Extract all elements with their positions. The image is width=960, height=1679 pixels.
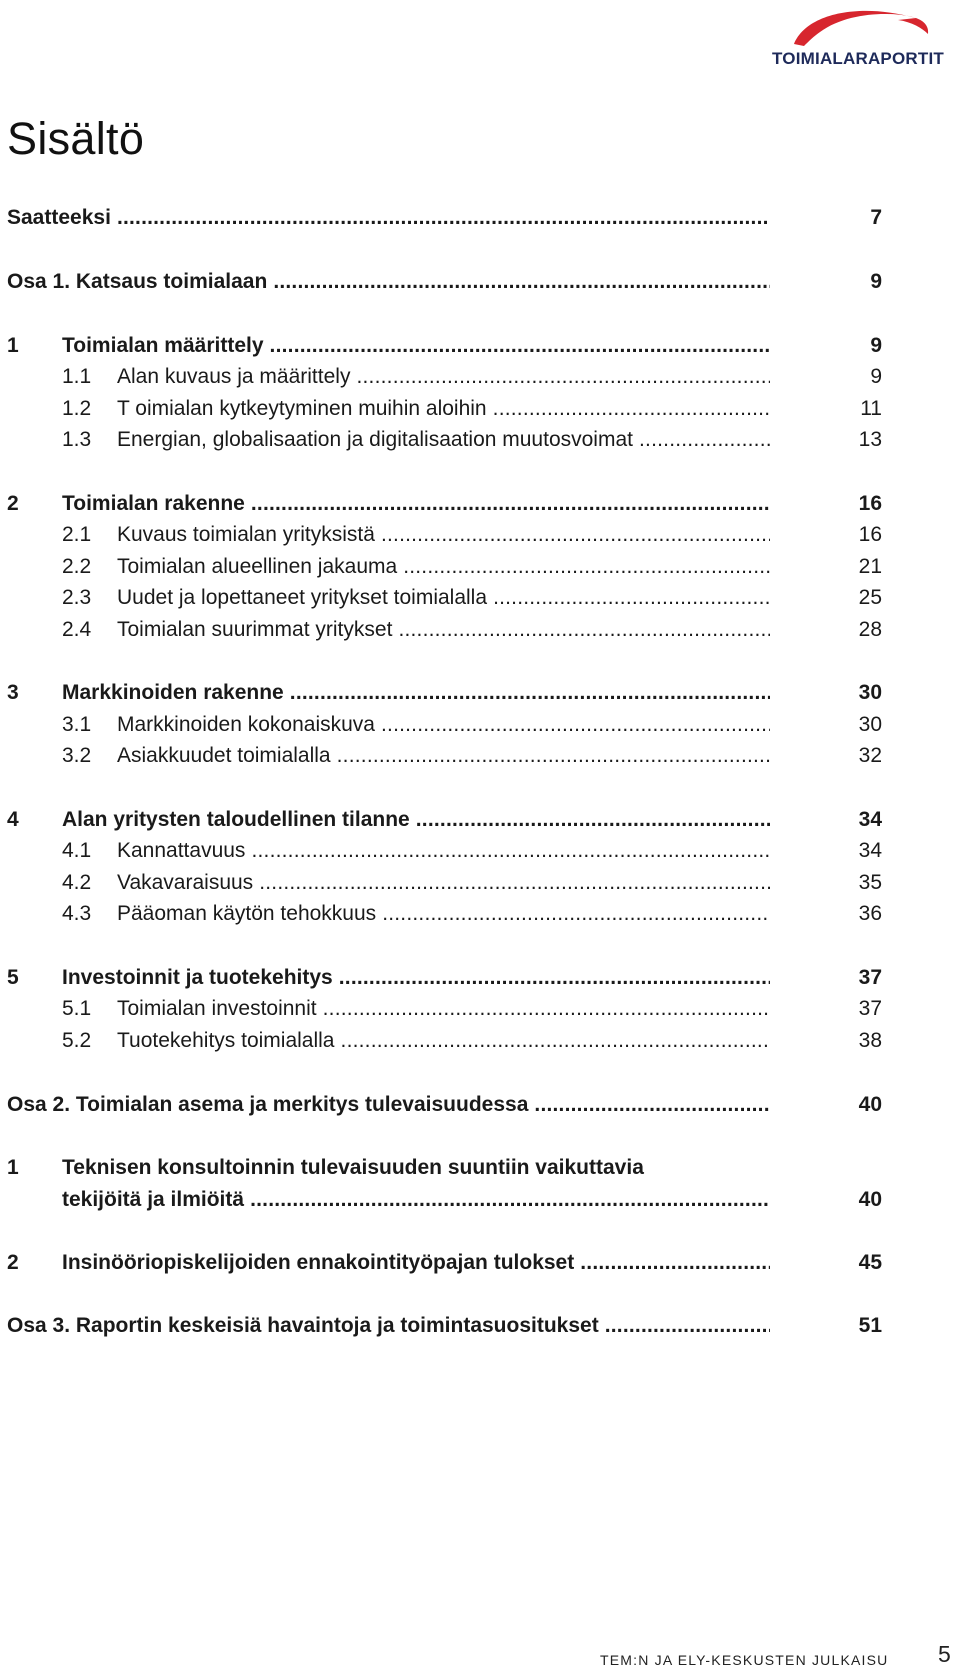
toc-entry-number: 4.3 [62, 902, 92, 925]
toc-entry-title: Markkinoiden rakenne ..... [62, 679, 770, 707]
toc-entry[interactable] [0, 1249, 960, 1277]
toc-entry-page: 34 [858, 808, 882, 831]
toc-entry-page: 9 [870, 270, 882, 293]
toc-entry-title: Saatteeksi ..... [7, 204, 770, 232]
toc-entry-page: 11 [860, 397, 882, 420]
toc-entry[interactable] [0, 521, 960, 549]
toc-entry-title: Tuotekehitys toimialalla ..... [117, 1027, 770, 1055]
toc-entry-title: Toimialan investoinnit ..... [117, 995, 770, 1023]
toc-entry[interactable] [0, 204, 960, 232]
toc-entry[interactable] [0, 363, 960, 391]
toc-entry-title: Investoinnit ja tuotekehitys ..... [62, 964, 770, 992]
toc-entry-title: Toimialan alueellinen jakauma ..... [117, 553, 770, 581]
toc-entry-page: 51 [858, 1314, 882, 1337]
toc-entry-number: 2 [7, 492, 19, 515]
page-number: 5 [938, 1641, 951, 1667]
toc-entry-number: 5 [7, 966, 19, 989]
toc-entry-page: 13 [858, 428, 882, 451]
toc-entry-page: 30 [858, 681, 882, 704]
toc-entry-title: Alan kuvaus ja määrittely ..... [117, 363, 770, 391]
toc-entry[interactable] [0, 426, 960, 454]
toc-entry-number: 4 [7, 808, 19, 831]
toc-entry[interactable] [0, 742, 960, 770]
toc-entry-number: 2.4 [62, 618, 92, 641]
toc-entry-page: 40 [858, 1093, 882, 1116]
toimialaraportit-logo [760, 4, 956, 74]
toc-entry-number: 2.2 [62, 555, 92, 578]
toc-entry-title: T oimialan kytkeytyminen muihin aloihin ..... [117, 395, 770, 423]
toc-entry-title-continued: tekijöitä ja ilmiöitä ..... [62, 1186, 770, 1214]
toc-entry[interactable] [0, 869, 960, 897]
toc-entry[interactable] [0, 584, 960, 612]
toc-entry-number: 5.2 [62, 1029, 92, 1052]
toc-entry[interactable] [0, 268, 960, 296]
toc-entry-title: Toimialan määrittely ..... [62, 332, 770, 360]
toc-entry[interactable] [0, 616, 960, 644]
toc-entry-title: Markkinoiden kokonaiskuva ..... [117, 711, 770, 739]
toc-entry-title: Energian, globalisaation ja digitalisaation muutosvoimat ..... [117, 426, 770, 454]
toc-entry-page: 45 [858, 1251, 882, 1274]
toc-entry-page: 21 [858, 555, 882, 578]
toc-entry[interactable] [0, 1091, 960, 1119]
toc-entry-title: Asiakkuudet toimialalla ..... [117, 742, 770, 770]
toc-entry[interactable] [0, 995, 960, 1023]
logo-text: TOIMIALARAPORTIT [772, 49, 944, 68]
toc-entry-title: Osa 1. Katsaus toimialaan ..... [7, 268, 770, 296]
toc-entry[interactable] [0, 1154, 960, 1211]
toc-entry-page: 37 [858, 997, 882, 1020]
toc-entry-title: Pääoman käytön tehokkuus ..... [117, 900, 770, 928]
toc-entry-page: 35 [858, 871, 882, 894]
toc-entry-number: 4.1 [62, 839, 92, 862]
toc-entry-page: 7 [870, 206, 882, 229]
page-title: Sisältö [7, 113, 145, 164]
toc-entry-page: 36 [858, 902, 882, 925]
toc-entry-title: Vakavaraisuus ..... [117, 869, 770, 897]
toc-entry-page: 38 [858, 1029, 882, 1052]
toc-entry[interactable] [0, 553, 960, 581]
toc-entry[interactable] [0, 332, 960, 360]
toc-entry[interactable] [0, 679, 960, 707]
toc-entry-page: 9 [870, 365, 882, 388]
toc-entry-page: 9 [870, 334, 882, 357]
toc-entry-number: 4.2 [62, 871, 92, 894]
logo-swoosh-icon [788, 4, 938, 48]
toc-entry-page: 16 [858, 523, 882, 546]
toc-entry-page: 34 [858, 839, 882, 862]
toc-entry-title: Insinööriopiskelijoiden ennakointityöpajan tulokset ..... [62, 1249, 770, 1277]
footer-publication-label: TEM:N JA ELY-KESKUSTEN JULKAISU [600, 1652, 889, 1668]
toc-entry[interactable] [0, 900, 960, 928]
toc-entry-page: 37 [858, 966, 882, 989]
toc-entry-number: 1.3 [62, 428, 92, 451]
toc-entry-number: 1.2 [62, 397, 92, 420]
toc-entry-number: 2.1 [62, 523, 92, 546]
toc-entry-page: 30 [858, 713, 882, 736]
toc-entry-title: Kannattavuus ..... [117, 837, 770, 865]
toc-entry-page: 32 [858, 744, 882, 767]
toc-entry-title: Osa 3. Raportin keskeisiä havaintoja ja toimintasuositukset ..... [7, 1312, 770, 1340]
toc-entry[interactable] [0, 837, 960, 865]
toc-entry-number: 1.1 [62, 365, 92, 388]
toc-entry-number: 3 [7, 681, 19, 704]
toc-entry-page: 16 [858, 492, 882, 515]
toc-entry-title: Uudet ja lopettaneet yritykset toimialalla ..... [117, 584, 770, 612]
toc-entry-number: 3.1 [62, 713, 92, 736]
toc-entry-number: 1 [7, 334, 19, 357]
toc-entry-number: 3.2 [62, 744, 92, 767]
toc-entry[interactable] [0, 1312, 960, 1340]
toc-entry[interactable] [0, 1027, 960, 1055]
toc-entry-title: Alan yritysten taloudellinen tilanne ..... [62, 806, 770, 834]
toc-entry[interactable] [0, 490, 960, 518]
toc-entry[interactable] [0, 964, 960, 992]
toc-entry-title: Kuvaus toimialan yrityksistä ..... [117, 521, 770, 549]
toc-entry-number: 5.1 [62, 997, 92, 1020]
toc-entry-title: Toimialan rakenne ..... [62, 490, 770, 518]
toc-entry-page: 28 [858, 618, 882, 641]
toc-entry[interactable] [0, 711, 960, 739]
toc-entry-title: Teknisen konsultoinnin tulevaisuuden suuntiin vaikuttavia [62, 1156, 644, 1179]
toc-entry-number: 2.3 [62, 586, 92, 609]
toc-entry-page: 40 [858, 1188, 882, 1211]
toc-entry-title: Toimialan suurimmat yritykset ..... [117, 616, 770, 644]
toc-entry-number: 1 [7, 1156, 19, 1179]
toc-entry-title: Osa 2. Toimialan asema ja merkitys tulevaisuudessa ..... [7, 1091, 770, 1119]
toc-entry-number: 2 [7, 1251, 19, 1274]
toc-entry[interactable] [0, 395, 960, 423]
toc-entry-page: 25 [858, 586, 882, 609]
toc-entry[interactable] [0, 806, 960, 834]
